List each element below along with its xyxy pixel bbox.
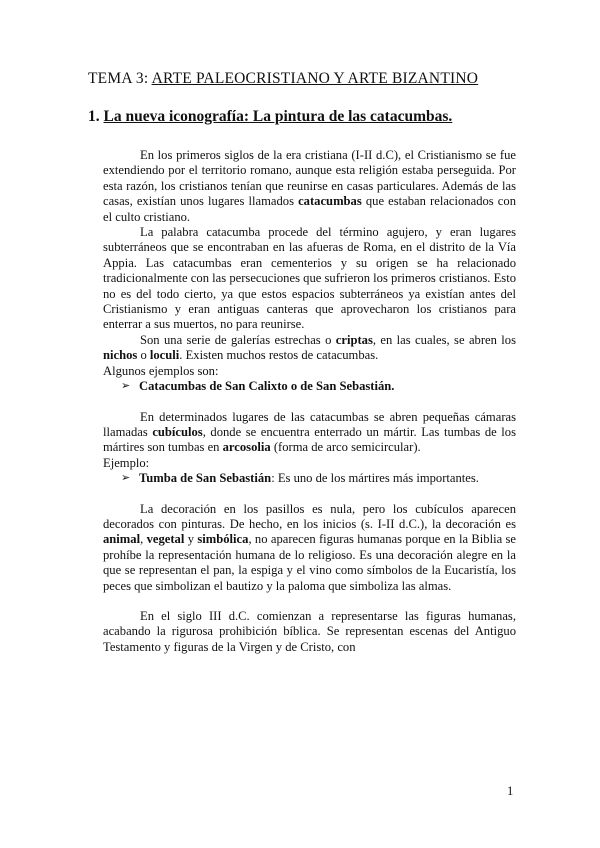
text-run: . Existen muchos restos de catacumbas. — [179, 348, 379, 363]
text-run: , en las cuales, se abren los — [372, 332, 516, 347]
term-cubiculos: cubículos — [152, 424, 203, 439]
term-tumba-san-sebastian: Tumba de San Sebastián — [139, 471, 272, 486]
text-run: Son una serie de galerías estrechas o — [140, 332, 336, 347]
term-vegetal: vegetal — [146, 532, 185, 547]
section-heading — [88, 108, 528, 126]
term-simbolica: simbólica — [197, 532, 249, 547]
paragraph-3 — [103, 333, 516, 364]
text-run: y — [184, 532, 198, 547]
title-main: ARTE PALEOCRISTIANO Y ARTE BIZANTINO — [151, 70, 479, 87]
list-item — [103, 379, 516, 394]
paragraph-3-line2: Algunos ejemplos son: — [103, 363, 219, 378]
term-catacumbas: catacumbas — [298, 194, 362, 209]
paragraph-6: En el siglo III d.C. comienzan a representarse las figuras humanas, acabando la rigurosa prohibición bíblica. Se representan escenas del Antiguo Testamento y figuras de la Virgen y de Cristo, con — [103, 608, 516, 654]
term-loculi: loculi — [149, 348, 180, 363]
term-animal: animal — [103, 532, 141, 547]
title-prefix: TEMA 3: — [88, 70, 152, 87]
text-run: , — [140, 532, 147, 547]
arrow-bullet-icon: ➢ — [121, 380, 131, 393]
text-run: , no aparecen figuras humanas porque en la Biblia se prohíbe la representación humana de lo religioso. Es una decoración alegre en la que se representan el pan, la espiga y el vino como símbolos de la Eucaristía, los peces que simbolizan el bautizo y la paloma que simboliza las almas. — [103, 532, 517, 593]
section-title: La nueva iconografía: La pintura de las catacumbas. — [103, 108, 453, 125]
example-label: Ejemplo: — [103, 455, 150, 470]
document-title — [88, 70, 548, 88]
term-criptas: criptas — [335, 332, 373, 347]
text-run: que estaban relacionados con el culto cristiano. — [103, 194, 516, 224]
paragraph-4 — [103, 410, 516, 456]
text-run: La decoración en los pasillos es nula, pero los cubículos aparecen decorados con pinturas. De hecho, en los inicios (s. I-II d.C.), la decoración es — [103, 501, 516, 531]
section-number: 1. — [88, 108, 104, 125]
text-run: (forma de arco semicircular). — [270, 440, 421, 455]
list-item — [103, 471, 516, 486]
paragraph-5 — [103, 502, 516, 594]
text-run: : Es uno de los mártires más importantes. — [271, 471, 479, 486]
text-run: , donde se encuentra enterrado un mártir. Las tumbas de los mártires son tumbas en — [103, 424, 516, 455]
page-number: 1 — [507, 784, 514, 798]
term-nichos: nichos — [103, 348, 138, 363]
paragraph-2: La palabra catacumba procede del término agujero, y eran lugares subterráneos que se encontraban en las afueras de Roma, en el distrito de la Vía Appia. Las catacumbas eran cementerios y su origen se ha relacionado tradicionalmente con las persecuciones que sufrieron los primeros cristianos. Esto no es del todo cierto, ya que estos espacios subterráneos ya existían antes del Cristianismo y eran antiguas canteras que aprovecharon los cristianos para enterrar a sus muertos, no para reunirse. — [103, 225, 516, 332]
arrow-bullet-icon: ➢ — [121, 472, 131, 485]
text-run: o — [137, 348, 150, 363]
text-run: En los primeros siglos de la era cristiana (I-II d.C), el Cristianismo se fue extendiendo por el territorio romano, aunque esta religión estaba perseguida. Por esta razón, los cristianos tenían que reunirse en casas particulares. Además de las casas, existían unos lugares llamados — [103, 148, 516, 209]
bullet-2-text — [139, 471, 516, 486]
paragraph-1 — [103, 148, 516, 225]
bullet-1-text: Catacumbas de San Calixto o de San Sebastián. — [139, 379, 395, 394]
body-text — [103, 148, 516, 655]
term-arcosolia: arcosolia — [222, 440, 271, 455]
text-run: En determinados lugares de las catacumbas se abren pequeñas cámaras llamadas — [103, 409, 516, 439]
